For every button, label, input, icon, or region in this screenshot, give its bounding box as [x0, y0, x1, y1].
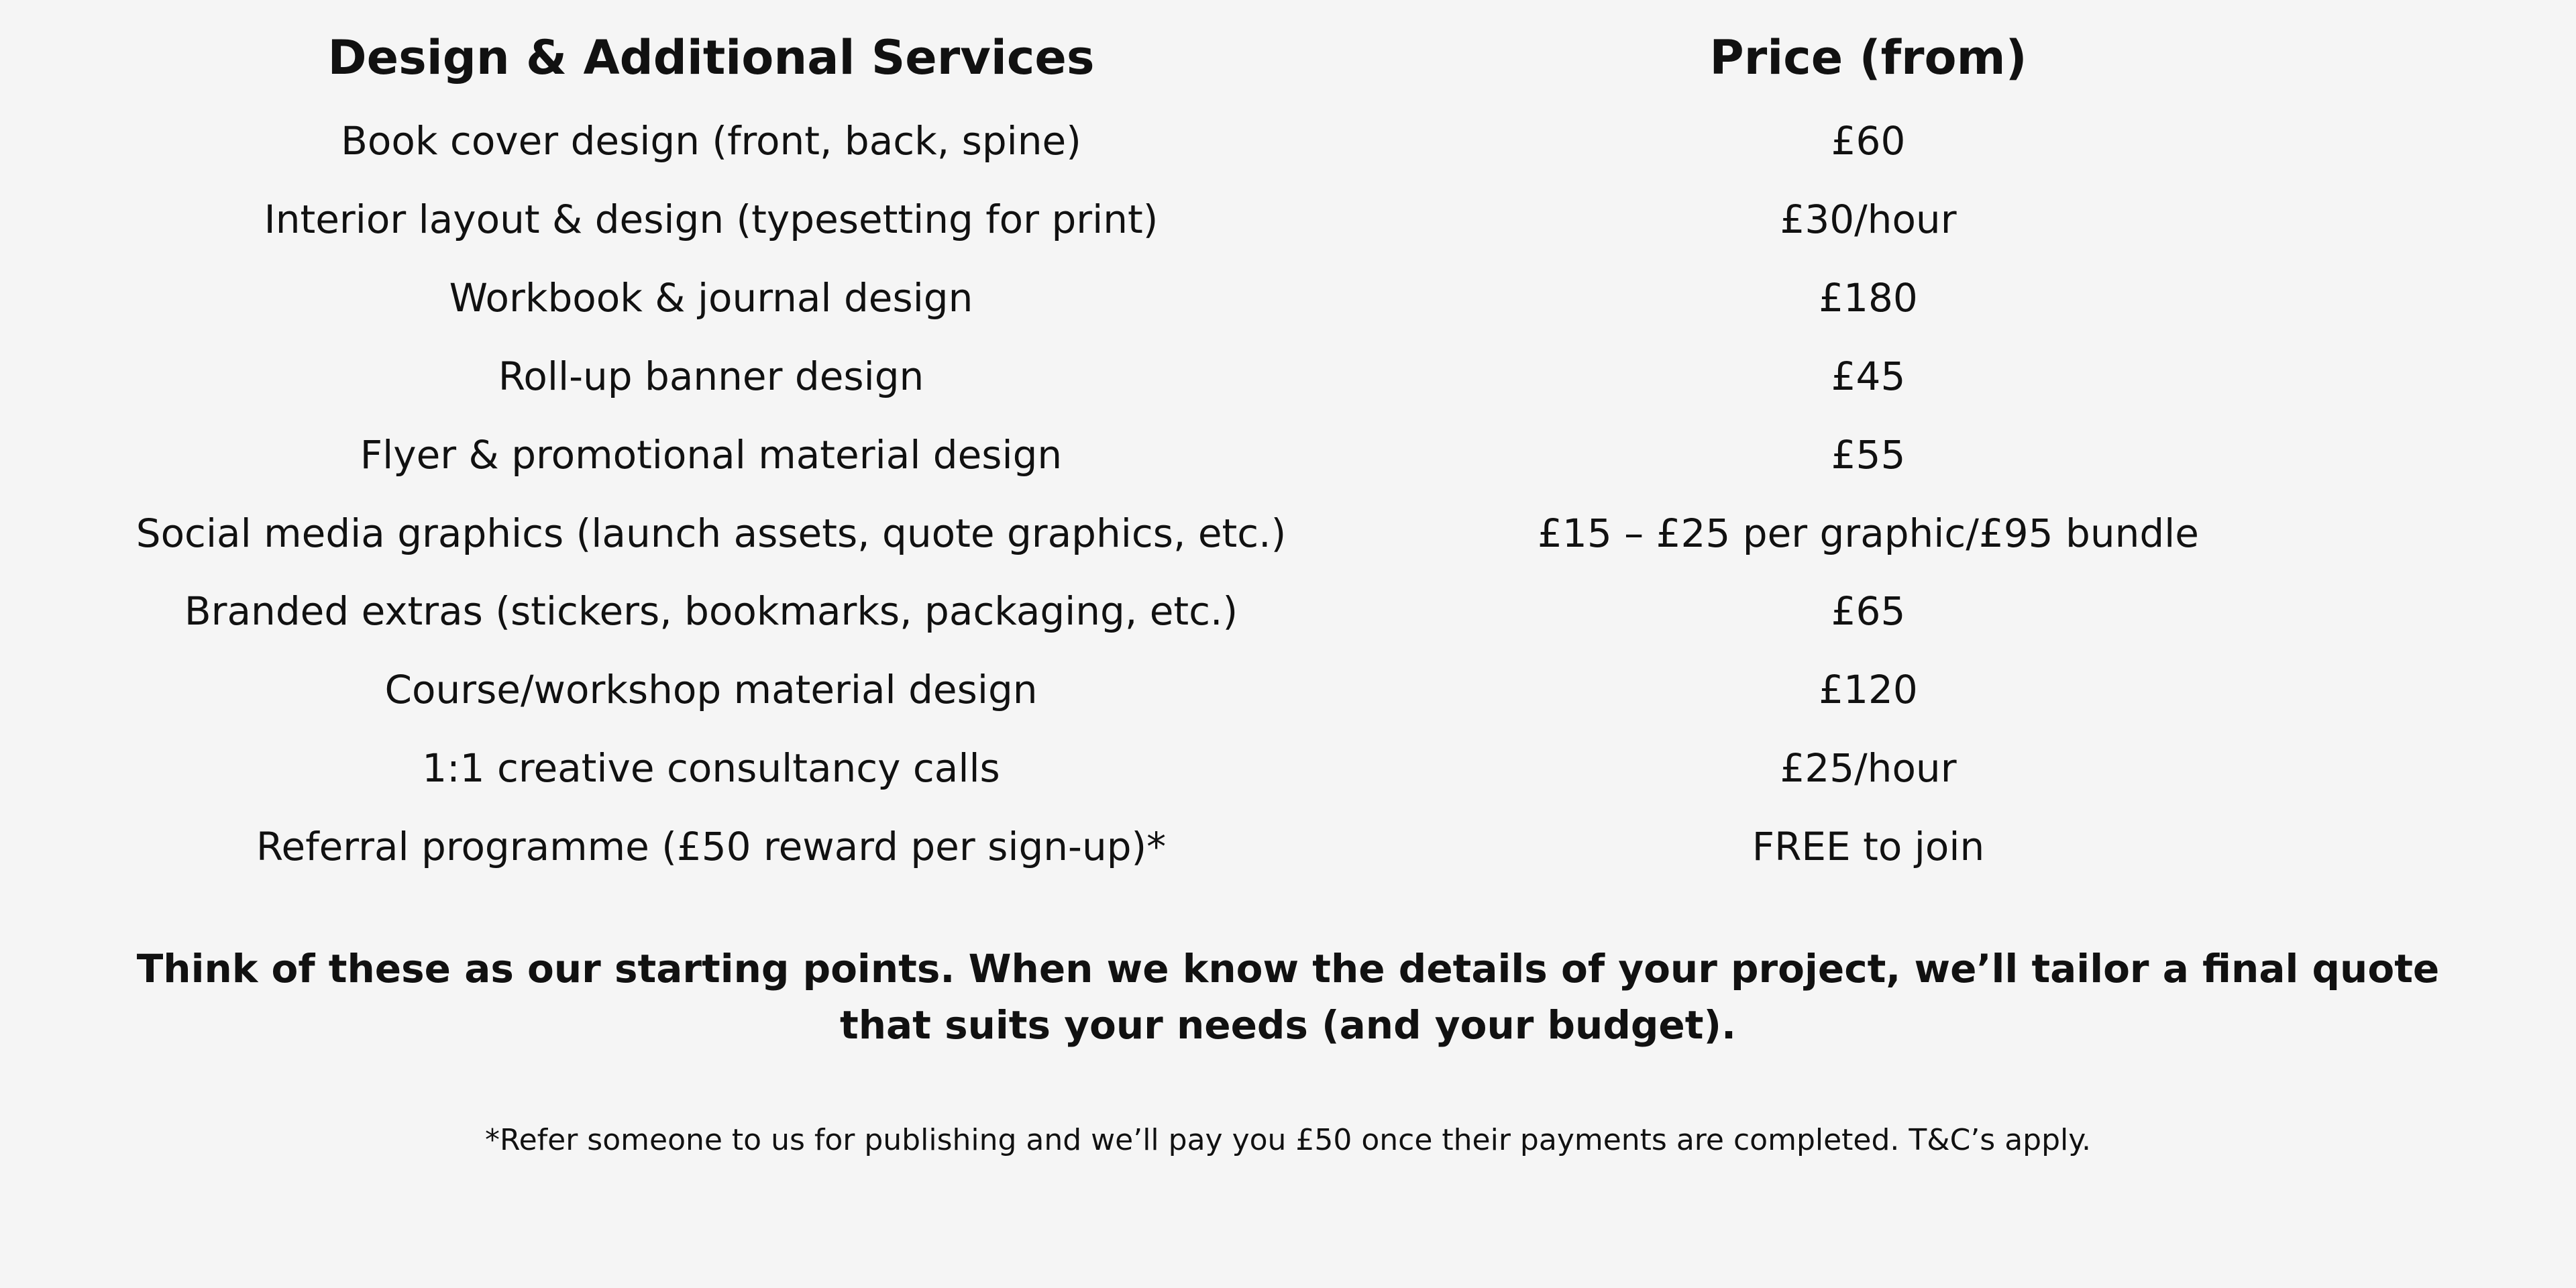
service-price: £65: [1831, 588, 1906, 634]
service-price: £120: [1819, 667, 1918, 712]
service-name: Course/workshop material design: [384, 667, 1038, 712]
service-price: £60: [1831, 118, 1906, 164]
service-price: FREE to join: [1752, 824, 1985, 869]
quote-note-line-2: that suits your needs (and your budget).: [840, 1002, 1736, 1048]
service-price: £180: [1819, 275, 1918, 321]
service-name: Book cover design (front, back, spine): [341, 118, 1081, 164]
quote-note: [0, 941, 2576, 1053]
service-price: £30/hour: [1780, 197, 1957, 242]
service-name: Referral programme (£50 reward per sign-up)*: [256, 824, 1167, 869]
services-column-header: Design & Additional Services: [327, 30, 1095, 85]
service-price: £25/hour: [1780, 745, 1957, 791]
service-price: £45: [1831, 354, 1906, 399]
service-name: Social media graphics (launch assets, quote graphics, etc.): [136, 511, 1287, 556]
quote-note-line-1: Think of these as our starting points. When we know the details of your project, we’ll tailor a final quote: [136, 946, 2440, 991]
service-price: £15 – £25 per graphic/£95 bundle: [1538, 511, 2199, 556]
price-column-header: Price (from): [1709, 30, 2027, 85]
service-name: Workbook & journal design: [449, 275, 973, 321]
service-name: Interior layout & design (typesetting for print): [264, 197, 1159, 242]
service-name: Branded extras (stickers, bookmarks, packaging, etc.): [184, 588, 1238, 634]
referral-footnote: *Refer someone to us for publishing and we’ll pay you £50 once their payments are completed. T&C’s apply.: [484, 1123, 2092, 1157]
service-name: Roll-up banner design: [498, 354, 924, 399]
service-name: 1:1 creative consultancy calls: [422, 745, 1000, 791]
service-price: £55: [1831, 432, 1906, 478]
service-name: Flyer & promotional material design: [360, 432, 1063, 478]
